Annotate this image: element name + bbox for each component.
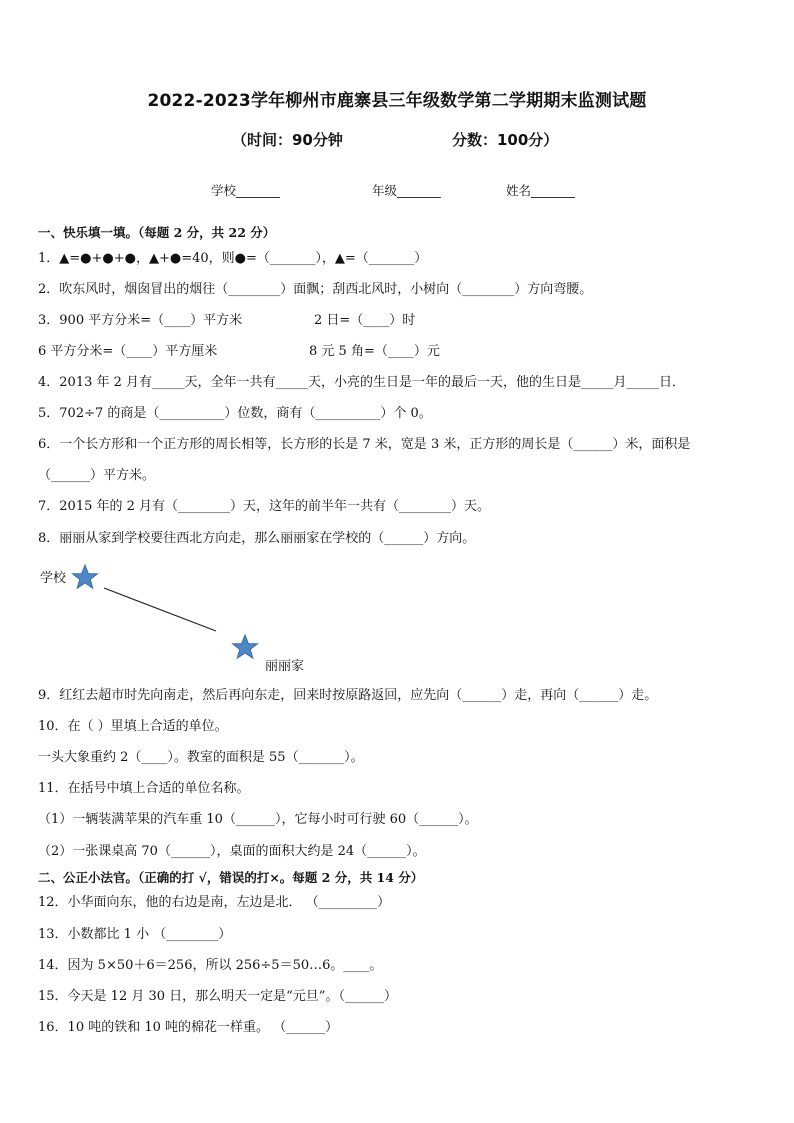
question-11-1: （1）一辆装满苹果的汽车重 10（______），它每小时可行驶 60（______）。 [38, 812, 478, 827]
question-5: 5．702÷7 的商是（__________）位数，商有（__________）个 0。 [38, 406, 432, 421]
school-star-icon [73, 565, 98, 588]
question-11-2: （2）一张课桌高 70（______），桌面的面积大约是 24（______）。 [38, 844, 426, 859]
question-14: 14．因为 5×50＋6＝256，所以 256÷5＝50…6。____。 [38, 958, 383, 973]
question-9: 9．红红去超市时先向南走，然后再向东走，回来时按原路返回，应先向（______）走，再向（______）走。 [38, 688, 658, 703]
question-3b: 2 日=（____）时 [314, 313, 416, 328]
question-7: 7．2015 年的 2 月有（________）天，这年的前半年一共有（________）天。 [38, 499, 491, 514]
question-1: 1．▲=●+●+●，▲+●=40，则●=（_______），▲=（_______） [38, 251, 428, 266]
section-heading: 一、快乐填一填。（每题 2 分，共 22 分） [38, 225, 276, 240]
school-field: 学校_______ [211, 183, 280, 198]
page-title: 2022-2023学年柳州市鹿寨县三年级数学第二学期期末监测试题 [147, 91, 647, 111]
school-label: 学校 [40, 571, 67, 586]
name-field: 姓名_______ [506, 183, 575, 198]
question-13: 13．小数都比 1 小 （________） [38, 927, 232, 942]
home-label: 丽丽家 [265, 659, 305, 674]
question-16: 16．10 吨的铁和 10 吨的棉花一样重。 （______） [38, 1020, 339, 1035]
question-2: 2．吹东风时，烟囱冒出的烟往（________）面飘；刮西北风时，小树向（________）方向弯腰。 [38, 282, 593, 297]
question-4: 4．2013 年 2 月有_____天，全年一共有_____天，小亮的生日是一年的最后一天，他的生日是_____月_____日． [38, 375, 686, 390]
home-star-icon [233, 635, 258, 658]
grade-field: 年级_______ [372, 183, 441, 198]
question-6: 6．一个长方形和一个正方形的周长相等，长方形的长是 7 米，宽是 3 米，正方形的周长是（______）米，面积是 [38, 437, 691, 452]
section-heading: 二、公正小法官。（正确的打 √，错误的打×。每题 2 分，共 14 分） [38, 870, 424, 885]
question-11: 11．在括号中填上合适的单位名称。 [38, 781, 250, 796]
question-3d: 8 元 5 角=（____）元 [309, 344, 440, 359]
question-15: 15．今天是 12 月 30 日，那么明天一定是“元旦”。（______） [38, 989, 397, 1004]
question-12: 12．小华面向东，他的右边是南，左边是北． （_________） [38, 895, 391, 910]
question-10-cont: 一头大象重约 2（____）。教室的面积是 55（_______）。 [38, 750, 364, 765]
path-line [104, 588, 216, 631]
exam-score: 分数：100分） [452, 131, 559, 149]
question-3c: 6 平方分米=（____）平方厘米 [38, 344, 218, 359]
question-6-cont: （______）平方米。 [38, 468, 156, 483]
question-10: 10．在（ ）里填上合适的单位。 [38, 719, 228, 734]
exam-time: （时间：90分钟 [232, 131, 343, 149]
question-3a: 3．900 平方分米=（____）平方米 [38, 313, 243, 328]
question-8: 8．丽丽从家到学校要往西北方向走，那么丽丽家在学校的（______）方向。 [38, 531, 476, 546]
